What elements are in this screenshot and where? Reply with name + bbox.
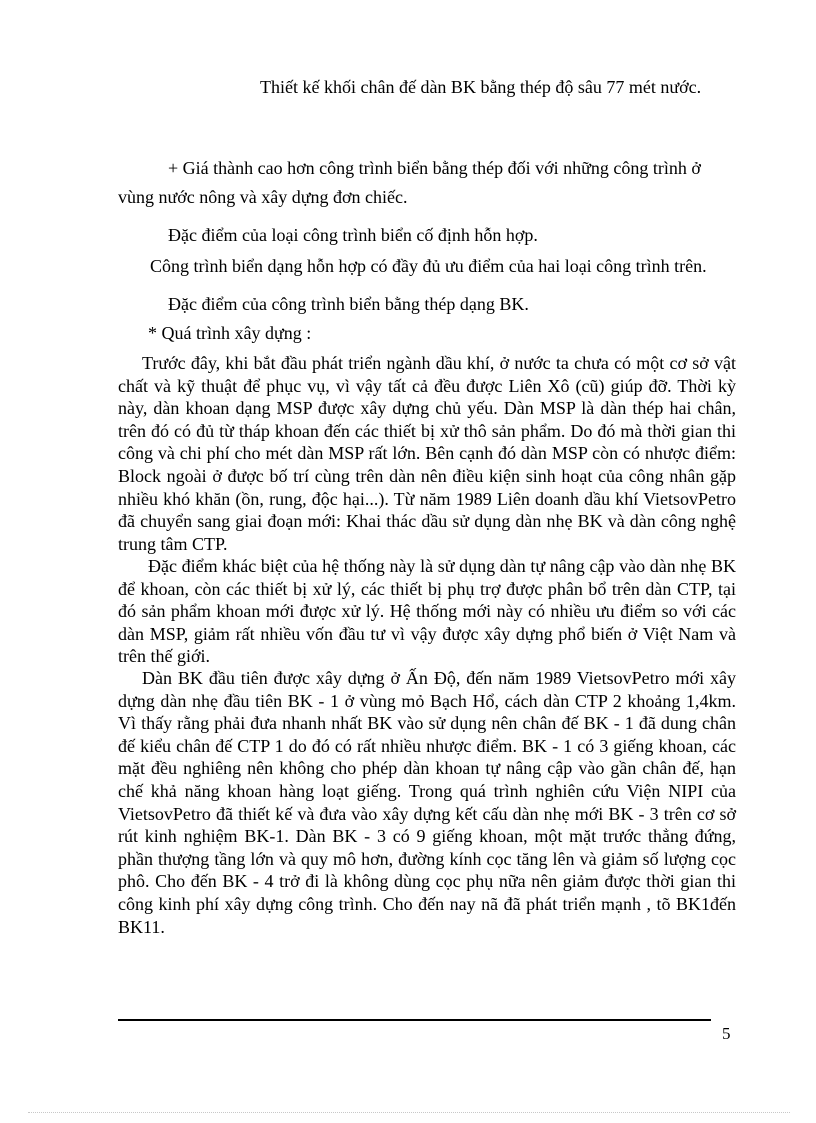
bk-structure-heading: Đặc điểm của công trình biển bằng thép dạng BK. bbox=[168, 294, 529, 314]
footer-rule bbox=[118, 1019, 711, 1021]
paragraph-bk-development: Dàn BK đầu tiên được xây dựng ở Ấn Độ, đến năm 1989 VietsovPetro mới xây dựng dàn nhẹ đầu tiên BK - 1 ở vùng mỏ Bạch Hổ, cách dàn CTP 2 khoảng 1,4km. Vì thấy rằng phải đưa nhanh nhất BK vào sử dụng nên chân đế BK - 1 đã dung chân đế kiểu chân đế CTP 1 do đó có rất nhiều nhược điểm. BK - 1 có 3 giếng khoan, các mặt đều nghiêng nên không cho phép dàn khoan tự nâng cập vào gần chân đế, hạn chế khả năng khoan hàng loạt giếng. Trong quá trình nghiên cứu Viện NIPI của VietsovPetro đã thiết kế và đưa vào xây dựng kết cấu dàn nhẹ mới BK - 3 trên cơ sở rút kinh nghiệm BK-1. Dàn BK - 3 có 9 giếng khoan, một mặt trước thẳng đứng, phần thượng tầng lớn và quy mô hơn, đường kính cọc tăng lên và giảm số lượng cọc phô. Cho đến BK - 4 trở đi là không dùng cọc phụ nữa nên giảm được thời gian thi công kinh phí xây dựng công trình. Cho đến nay nã đã phát triển mạnh , tõ BK1đến BK11. bbox=[118, 668, 736, 937]
construction-process-heading: * Quá trình xây dựng : bbox=[148, 323, 312, 343]
mixed-structure-heading: Đặc điểm của loại công trình biển cố định hỗn hợp. bbox=[168, 225, 538, 245]
page-bottom-dotted-line bbox=[28, 1112, 790, 1113]
page-header-title: Thiết kế khối chân đế dàn BK bằng thép độ sâu 77 mét nước. bbox=[260, 77, 702, 97]
mixed-structure-text: Công trình biển dạng hỗn hợp có đầy đủ ưu điểm của hai loại công trình trên. bbox=[150, 256, 707, 276]
paragraph-history: Trước đây, khi bắt đầu phát triển ngành dầu khí, ở nước ta chưa có một cơ sở vật chất và kỹ thuật để phục vụ, vì vậy tất cả đều được Liên Xô (cũ) giúp đỡ. Thời kỳ này, dàn khoan dạng MSP được xây dựng chủ yếu. Dàn MSP là dàn thép hai chân, trên đó có đủ từ tháp khoan đến các thiết bị xử thô sản phẩm. Do đó mà thời gian thi công và chi phí cho mét dàn MSP rất lớn. Bên cạnh đó dàn MSP còn có nhược điểm: Block ngoài ở được bố trí cùng trên dàn nên điều kiện sinh hoạt của công nhân gặp nhiều khó khăn (ồn, rung, độc hại...). Từ năm 1989 Liên doanh dầu khí VietsovPetro đã chuyển sang giai đoạn mới: Khai thác dầu sử dụng dàn nhẹ BK và dàn công nghệ trung tâm CTP. bbox=[118, 353, 736, 554]
page-number: 5 bbox=[722, 1024, 731, 1043]
cost-note-line-1: + Giá thành cao hơn công trình biển bằng thép đối với những công trình ở bbox=[168, 158, 701, 178]
paragraph-system-features: Đặc điểm khác biệt của hệ thống này là sử dụng dàn tự nâng cập vào dàn nhẹ BK để khoan, còn các thiết bị xử lý, các thiết bị phụ trợ được phân bổ trên dàn CTP, tại đó sản phẩm khoan mới được xử lý. Hệ thống mới này có nhiều ưu điểm so với các dàn MSP, giảm rất nhiều vốn đầu tư vì vậy được xây dựng phổ biến ở Việt Nam và trên thế giới. bbox=[118, 556, 736, 667]
cost-note-line-2: vùng nước nông và xây dựng đơn chiếc. bbox=[118, 187, 408, 207]
